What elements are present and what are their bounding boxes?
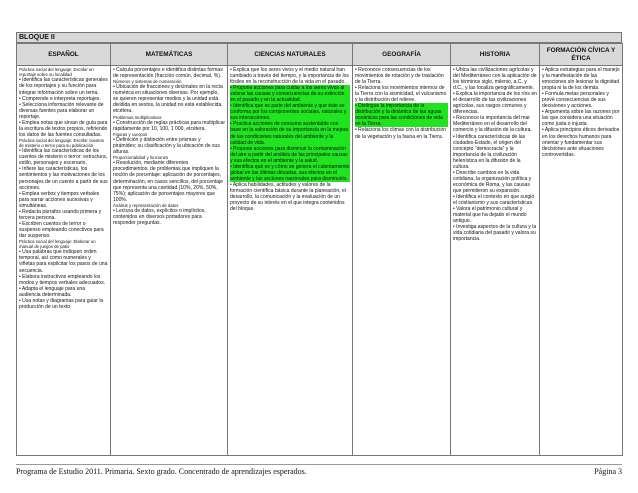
list-item: • Selecciona información relevante de diversas fuentes para elaborar un reportaje. (19, 101, 104, 120)
list-item: • Describe cambios en la vida cotidiana, la organización política y económica de Roma, y las causas que permitieron su expansión. (453, 169, 532, 194)
column-header-formacion-civica: FORMACIÓN CÍVICA Y ÉTICA (540, 44, 623, 66)
cell-geografia (353, 66, 451, 456)
list-item: • Identifica características de las ciudades-Estado, el origen del concepto “democracia” y la importancia de la civilización helenística en la difusión de la cultura. (453, 133, 526, 170)
list-item: • Aplica habilidades, actitudes y valores de la formación científica básica durante la planeación, el desarrollo, la comunicación y la evaluación de un proyecto de su interés en el que integra contenidos del bloque. (230, 181, 346, 213)
list-item: • Adapta el lenguaje para una audiencia determinada. (19, 285, 86, 298)
list-item: • Ubicación de fracciones y decimales en la recta numérica en situaciones diversas. Por ejemplo, se quieren representar medios y la unidad está dividida en sextos, la unidad no está establecida, etcétera. (113, 84, 223, 115)
list-item: • Calcula porcentajes e identifica distintas formas de representación (fracción común, decimal, %). (113, 67, 223, 80)
table-body-row (17, 66, 623, 456)
list-item: • Definición y distinción entre prismas y pirámides; su clasificación y la ubicación de sus alturas. (113, 137, 220, 156)
list-item: • Comprende e interpreta reportajes. (19, 95, 101, 102)
list-item: • Construcción de reglas prácticas para multiplicar rápidamente por 10, 100, 1 000, etcétera. (113, 119, 226, 132)
list-item: • Reconoce consecuencias de los movimientos de rotación y de traslación de la Tierra. (355, 67, 444, 86)
list-item: • Resolución, mediante diferentes procedimientos, de problemas que impliquen la noción de porcentaje: aplicación de porcentajes, determinación, en casos sencillos, del porcentaje que representa una cantidad (10%, 20%, 50%, 75%); aplicación de porcentajes mayores que 100%. (113, 160, 223, 203)
list-item: • Emplea verbos y tiempos verbales para narrar acciones sucesivas y simultáneas. (19, 190, 100, 209)
list-item: • Identifica qué es y cómo se genera el calentamiento global en las últimas décadas, sus efectos en el ambiente y las acciones nacionales para disminuirlo. (230, 163, 350, 182)
page-footer (16, 464, 622, 478)
page-number: Página 3 (594, 467, 622, 476)
table-header-row (17, 44, 623, 66)
cell-espanol (17, 66, 111, 456)
list-item: • Identifica las características generales de los reportajes y su función para integrar información sobre un tema. (19, 77, 108, 96)
list-item: • Distingue la importancia de la distribución y la dinámica de las aguas oceánicas para las condiciones de vida en la Tierra. (355, 103, 448, 127)
section-heading: Práctica social del lenguaje: Escribir cuentos de misterio o terror para su publicación (19, 137, 105, 149)
column-header-ciencias-naturales: CIENCIAS NATURALES (228, 44, 353, 66)
list-item: • Emplea notas que sirvan de guía para la escritura de textos propios, refiriendo los datos de las fuentes consultadas. (19, 119, 108, 138)
list-item: • Escriben cuentos de terror o suspenso empleando conectivos para dar suspenso. (19, 220, 104, 239)
list-item: • Lectura de datos, explícitos o implícitos, contenidos en diversos portadores para responder preguntas. (113, 207, 206, 226)
column-header-geografia: GEOGRAFÍA (353, 44, 451, 66)
learning-outcomes-table (16, 43, 623, 456)
list-item: • Relaciona los movimientos internos de la Tierra con la sismicidad, el vulcanismo y la distribución del relieve. (355, 85, 447, 104)
section-heading: Práctica social del lenguaje: Elaborar un manual de juegos de patio (19, 238, 96, 250)
list-item: • Infiere las características, los sentimientos y las motivaciones de los personajes de un cuento a partir de sus acciones. (19, 166, 108, 191)
list-item: • Usa palabras que indiquen orden temporal, así como numerales y viñetas para explicitar los pasos de una secuencia. (19, 249, 108, 274)
list-item: • Reconoce la importancia del mar Mediterráneo en el desarrollo del comercio y la difusión de la cultura. (453, 115, 532, 134)
list-item: • Aplica principios éticos derivados en los derechos humanos para orientar y fundamentar sus decisiones ante situaciones controvertidas. (542, 127, 620, 158)
list-item: • Relaciona los climas con la distribución de la vegetación y la fauna en la Tierra. (355, 127, 446, 140)
list-item: • Usa notas y diagramas para guiar la producción de un texto. (19, 297, 104, 310)
list-item: • Explica la importancia de los ríos en el desarrollo de las civilizaciones agrícolas, sus rasgos comunes y diferencias. (453, 91, 537, 116)
list-item: • Ubica las civilizaciones agrícolas y del Mediterráneo con la aplicación de los términos siglo, milenio, a.C. y d.C., y las localiza geográficamente. (453, 67, 537, 92)
cell-matematicas (111, 66, 228, 456)
list-item: • Practica acciones de consumo sustentable con base en la valoración de su importancia en la mejora de las condiciones naturales del ambiente y la calidad de vida. (230, 121, 349, 146)
block-title: BLOQUE II (16, 32, 622, 43)
section-heading: Práctica social del lenguaje: Escribir un reportaje sobre su localidad (19, 67, 94, 78)
section-heading: Análisis y representación de datos (113, 202, 179, 208)
footer-program-title: Programa de Estudio 2011. Primaria. Sexto grado. Concentrado de aprendizajes esperados. (16, 467, 307, 476)
section-heading: Problemas multiplicativos (113, 114, 162, 120)
section-heading: Figuras y cuerpos (113, 131, 148, 137)
list-item: • Elabora instructivos empleando los modos y tiempos verbales adecuados. (19, 273, 106, 286)
list-item: • Explica que los seres vivos y el medio natural han cambiado a través del tiempo, y la importancia de los fósiles en la reconstrucción de la vida en el pasado. (230, 67, 349, 86)
column-header-matematicas: MATEMÁTICAS (111, 44, 228, 66)
list-item: • Identifica las características de los cuentos de misterio o terror: estructura, estilo, personajes y escenario. (19, 148, 108, 167)
list-item: • Investiga aspectos de la cultura y la vida cotidiana del pasado y valora su importancia. (453, 224, 537, 243)
cell-ciencias-naturales (228, 66, 353, 456)
column-header-historia: HISTORIA (451, 44, 540, 66)
list-item: • Propone acciones para cuidar a los seres vivos al valorar las causas y consecuencias de su extinción en el pasado y en la actualidad. (230, 85, 350, 103)
list-item: • Valora el patrimonio cultural y material que ha dejado el mundo antiguo. (453, 206, 527, 225)
section-heading: Proporcionalidad y funciones (113, 155, 169, 161)
list-item: • Formula metas personales y prevé consecuencias de sus decisiones y acciones. (542, 91, 609, 110)
list-item: • Aplica estrategias para el manejo y la manifestación de las emociones sin lesionar la dignidad propia ni la de los demás. (542, 67, 620, 92)
cell-formacion-civica (540, 66, 623, 456)
list-item: • Redacta párrafos usando primera y tercera persona. (19, 208, 102, 221)
list-item: • Identifica el contexto en que surgió el cristianismo y sus características. (453, 193, 535, 207)
list-item: • Identifica que es parte del ambiente y que éste se conforma por los componentes sociales, naturales y sus interacciones. (230, 103, 350, 121)
list-item: • Propone acciones para disminuir la contaminación del aire a partir del análisis de las principales causas y sus efectos en el ambiente y la salud. (230, 146, 350, 164)
section-heading: Números y sistemas de numeración (113, 79, 182, 85)
list-item: • Argumenta sobre las razones por las que considera una situación como justa o injusta. (542, 109, 620, 128)
column-header-espanol: ESPAÑOL (17, 44, 111, 66)
cell-historia (451, 66, 540, 456)
